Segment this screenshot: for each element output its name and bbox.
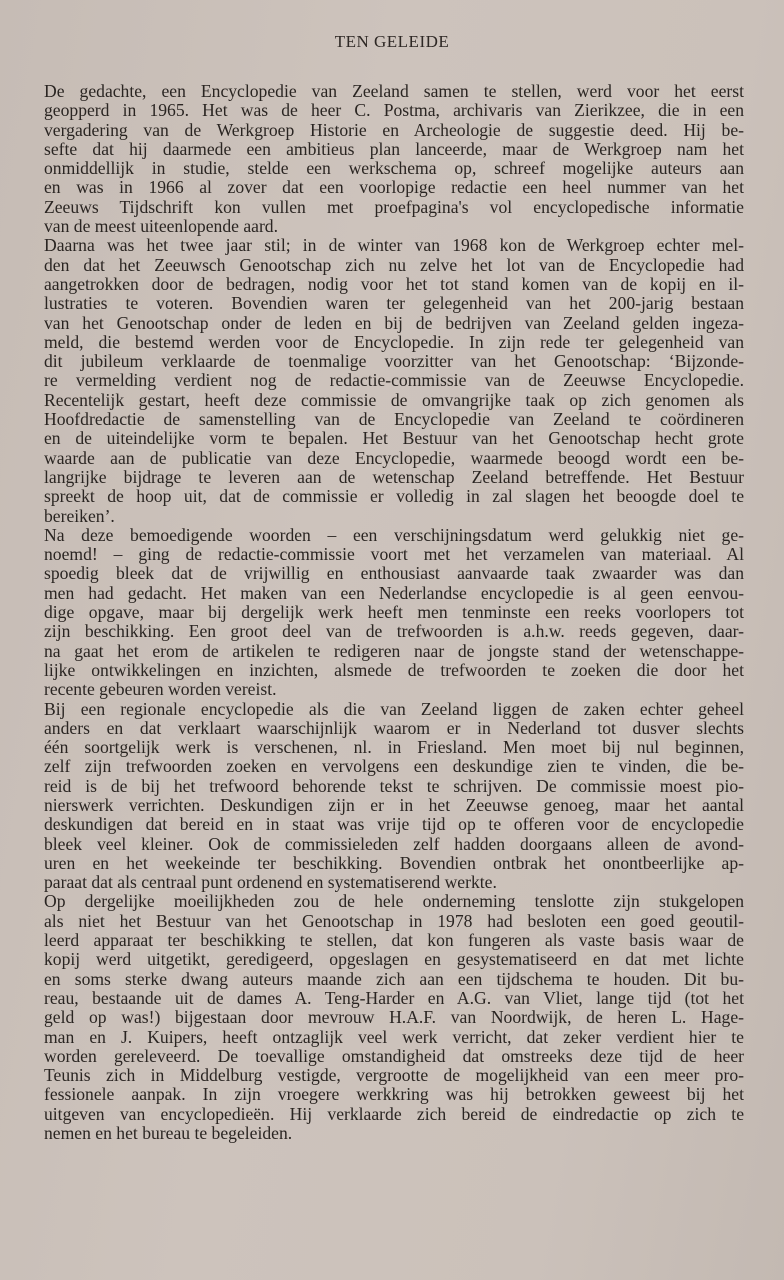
text-line: men had gedacht. Het maken van een Nederlandse encyclopedie is al geen eenvou-: [44, 582, 744, 603]
text-line: dige opgave, maar bij dergelijk werk heeft men tenminste een reeks voorlopers tot: [44, 602, 744, 623]
text-line: nemen en het bureau te begeleiden.: [44, 1123, 293, 1144]
text-line: reid is de bij het trefwoord behorende tekst te schrijven. De commissie moest pio-: [44, 775, 744, 796]
text-line: re vermelding verdient nog de redactie-commissie van de Zeeuwse Encyclopedie.: [44, 370, 744, 391]
text-line: recente gebeuren worden vereist.: [44, 679, 277, 700]
text-line: waarde aan de publicatie van deze Encyclopedie, waarmede beoogd wordt een be-: [44, 447, 744, 468]
text-line: langrijke bijdrage te leveren aan de wetenschap Zeeland betreffende. Het Bestuur: [44, 466, 744, 487]
text-line: paraat dat als centraal punt ordenend en systematiserend werkte.: [44, 872, 497, 893]
text-line: bleek veel kleiner. Ook de commissieleden zelf hadden doorgaans alleen de avond-: [44, 833, 744, 854]
text-line: Na deze bemoedigende woorden – een verschijningsdatum werd gelukkig niet ge-: [44, 524, 744, 545]
text-line: geld op was!) bijgestaan door mevrouw H.A.F. van Noordwijk, de heren L. Hage-: [44, 1007, 744, 1028]
text-line: Zeeuws Tijdschrift kon vullen met proefpagina's vol encyclopedische informatie: [44, 196, 744, 217]
body-text: [44, 82, 744, 1143]
text-line: vergadering van de Werkgroep Historie en Archeologie de suggestie deed. Hij be-: [44, 119, 744, 140]
text-line: Hoofdredactie de samenstelling van de Encyclopedie van Zeeland te coördineren: [44, 409, 744, 430]
text-line: en de uiteindelijke vorm te bepalen. Het Bestuur van het Genootschap hecht grote: [44, 428, 744, 449]
text-line: leerd apparaat ter beschikking te stellen, dat kon fungeren als vaste basis waar de: [44, 930, 744, 951]
text-line: na gaat het erom de artikelen te redigeren naar de jongste stand der wetenschappe-: [44, 640, 744, 661]
text-line: dit jubileum verklaarde de toenmalige voorzitter van het Genootschap: ‘Bijzonde-: [44, 351, 744, 372]
text-line: aangetrokken door de bedragen, nodig voor het tot stand komen van de kopij en il-: [44, 273, 744, 294]
text-line: reau, bestaande uit de dames A. Teng-Harder en A.G. van Vliet, lange tijd (tot het: [44, 987, 744, 1008]
text-line: uren en het weekeinde ter beschikking. Bovendien ontbrak het onontbeerlijke ap-: [44, 852, 744, 873]
text-line: spreekt de hoop uit, dat de commissie er volledig in zal slagen het beoogde doel te: [44, 486, 744, 507]
text-line: en soms sterke dwang auteurs maande zich aan een tijdschema te houden. Dit bu-: [44, 968, 744, 989]
page-title: TEN GELEIDE: [334, 32, 450, 51]
text-line: noemd! – ging de redactie-commissie voort met het verzamelen van materiaal. Al: [44, 544, 744, 565]
text-line: Recentelijk gestart, heeft deze commissie de omvangrijke taak op zich genomen als: [44, 389, 744, 410]
text-line: fessionele aanpak. In zijn vroegere werkkring was hij betrokken geweest bij het: [44, 1084, 744, 1105]
text-line: van het Genootschap onder de leden en bij de bedrijven van Zeeland gelden ingeza-: [44, 312, 744, 333]
text-line: Daarna was het twee jaar stil; in de winter van 1968 kon de Werkgroep echter mel-: [44, 235, 744, 256]
text-line: één soortgelijk werk is verschenen, nl. in Friesland. Men moet bij nul beginnen,: [44, 737, 744, 758]
text-line: lustraties te voteren. Bovendien waren ter gelegenheid van het 200-jarig bestaan: [44, 293, 744, 314]
text-line: bereiken’.: [44, 505, 115, 526]
text-line: kopij werd uitgetikt, geredigeerd, opgeslagen en gesystematiseerd en dat met lichte: [44, 949, 744, 970]
text-line: Teunis zich in Middelburg vestigde, vergrootte de mogelijkheid van een meer pro-: [44, 1065, 744, 1086]
text-line: zijn beschikking. Een groot deel van de trefwoorden is a.h.w. reeds gegeven, daar-: [44, 621, 744, 642]
text-line: anders en dat verklaart waarschijnlijk waarom er in Nederland tot dusver slechts: [44, 717, 744, 738]
text-line: den dat het Zeeuwsch Genootschap zich nu zelve het lot van de Encyclopedie had: [44, 254, 744, 275]
text-line: deskundigen dat bereid en in staat was vrije tijd op te offeren voor de encyclopedie: [44, 814, 744, 835]
text-line: sefte dat hij daarmede een ambitieus plan lanceerde, maar de Werkgroep nam het: [44, 138, 744, 159]
text-line: lijke ontwikkelingen en inzichten, alsmede de trefwoorden te zoeken die door het: [44, 659, 744, 680]
text-line: uitgeven van encyclopedieën. Hij verklaarde zich bereid de eindredactie op zich te: [44, 1103, 744, 1124]
text-line: zelf zijn trefwoorden zoeken en vervolgens een deskundige zien te vinden, die be-: [44, 756, 744, 777]
text-line: als niet het Bestuur van het Genootschap in 1978 had besloten een goed geoutil-: [44, 910, 744, 931]
text-line: geopperd in 1965. Het was de heer C. Postma, archivaris van Zierikzee, die in een: [44, 100, 744, 121]
text-line: nierswerk verrichten. Deskundigen zijn er in het Zeeuwse genoeg, maar het aantal: [44, 794, 744, 815]
text-line: man en J. Kuipers, heeft ontzaglijk veel werk verricht, dat zeker verdient hier te: [44, 1026, 744, 1047]
text-line: spoedig bleek dat de vrijwillig en enthousiast aanvaarde taak zwaarder was dan: [44, 563, 744, 584]
text-line: van de meest uiteenlopende aard.: [44, 216, 278, 237]
text-line: Bij een regionale encyclopedie als die van Zeeland liggen de zaken echter geheel: [44, 698, 744, 719]
text-line: De gedachte, een Encyclopedie van Zeeland samen te stellen, werd voor het eerst: [44, 81, 744, 101]
text-line: en was in 1966 al zover dat een voorlopige redactie een heel nummer van het: [44, 177, 744, 198]
text-line: meld, die bestemd werden voor de Encyclopedie. In zijn rede ter gelegenheid van: [44, 331, 744, 352]
text-line: onmiddellijk in studie, stelde een werkschema op, schreef mogelijke auteurs aan: [44, 158, 744, 179]
text-line: Op dergelijke moeilijkheden zou de hele onderneming tenslotte zijn stukgelopen: [44, 891, 744, 912]
text-line: worden gereleveerd. De toevallige omstandigheid dat omstreeks deze tijd de heer: [44, 1045, 744, 1066]
